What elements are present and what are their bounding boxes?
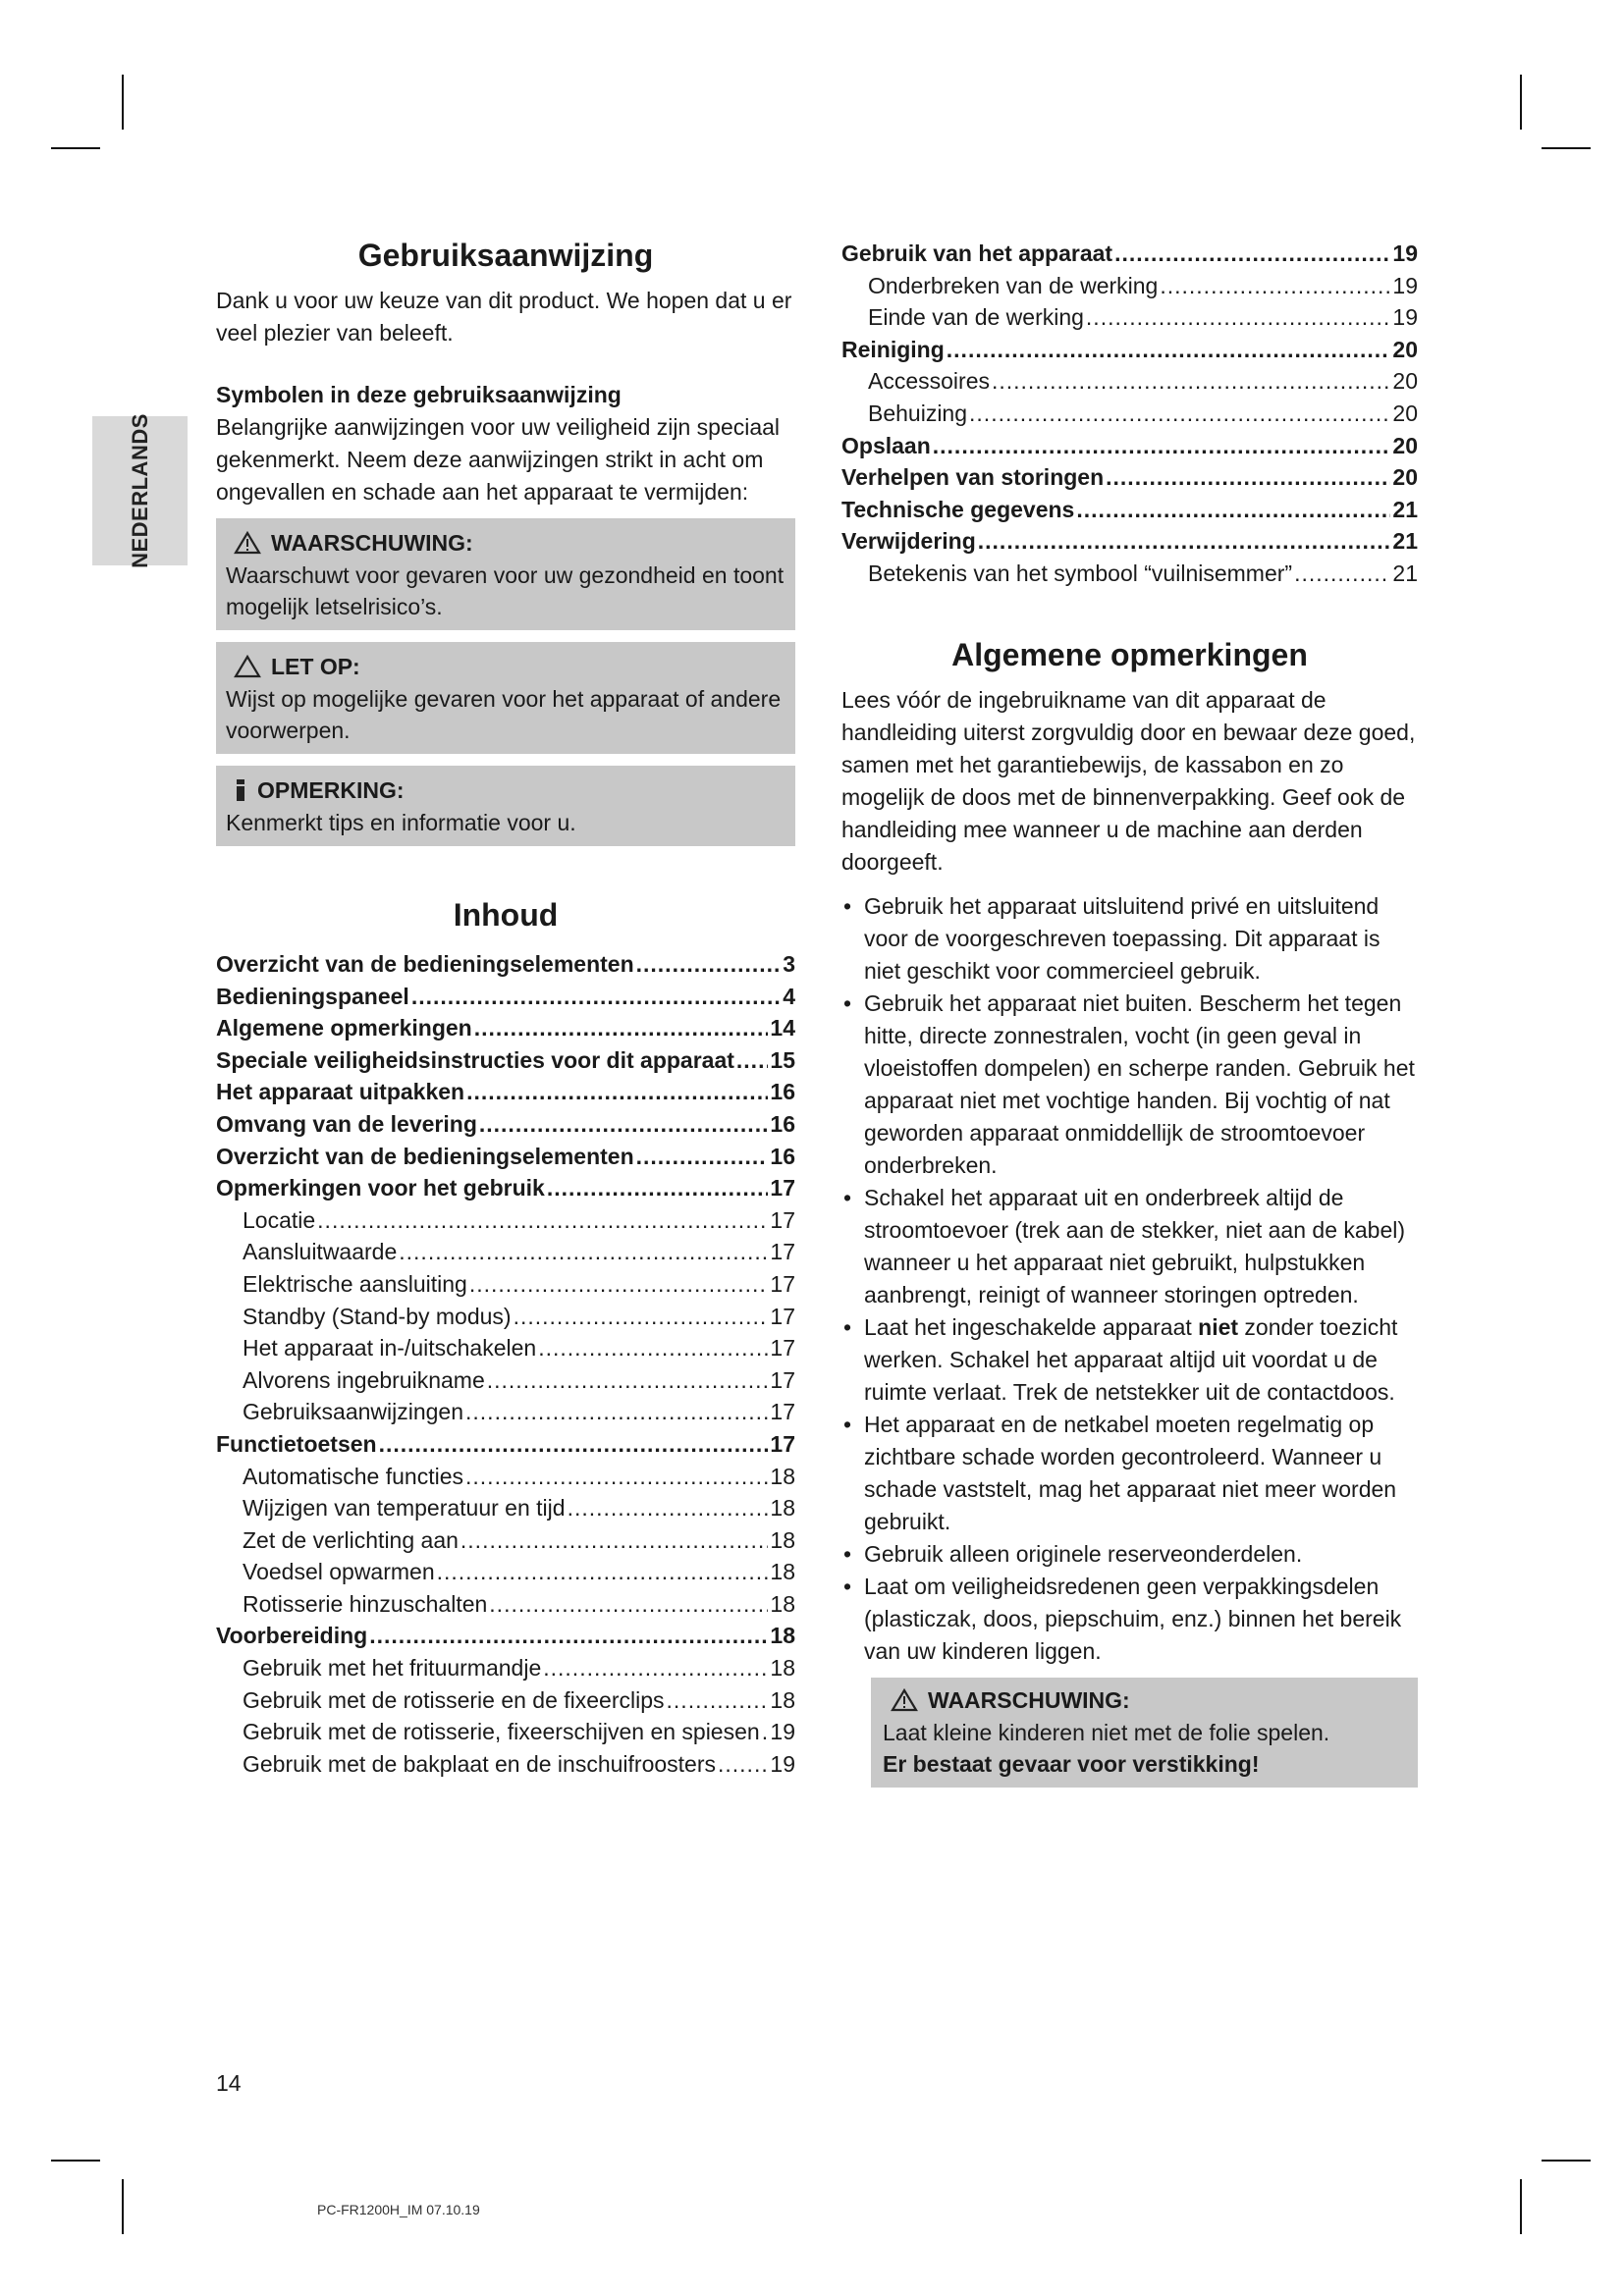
toc-entry-page: 20 [1392,368,1418,395]
toc-entry [841,398,1418,430]
page-number: 14 [216,2070,242,2096]
toc-entry [841,365,1418,398]
toc-entry-label: Onderbreken van de werking [868,272,1159,298]
toc-leader-dots [369,1620,768,1652]
toc-entry-page: 17 [770,1366,795,1393]
warning-title: WAARSCHUWING: [271,530,473,556]
caution-title: LET OP: [271,654,360,679]
toc-entry-page: 20 [1392,400,1418,426]
toc-entry-label: Het apparaat in-/uitschakelen [243,1335,537,1362]
toc-entry [216,1108,795,1141]
caution-box [216,642,795,754]
toc-entry-page: 19 [1392,272,1418,298]
toc-entry [216,1492,795,1524]
list-item: • Het apparaat en de netkabel moeten regelmatig op zichtbare schade worden gecontroleerd. Wanneer u schade vaststelt, mag het apparaat niet meer worden gebruikt. [843,1411,1397,1534]
toc-leader-dots [1294,558,1390,590]
safety-list [841,890,1418,1668]
warning-text-bold: Er bestaat gevaar voor verstikking! [883,1750,1260,1777]
toc-entry [216,1588,795,1621]
toc-leader-dots [736,1044,769,1077]
language-tab-label: NEDERLANDS [127,413,152,568]
toc-leader-dots [460,1524,769,1557]
toc-leader-dots [487,1364,769,1397]
table-of-contents-continued [841,238,1418,590]
list-item: • Laat het ingeschakelde apparaat niet zonder toezicht werken. Schakel het apparaat altijd uit voordat u de ruimte verlaat. Trek de netstekker uit de contactdoos. [843,1313,1398,1405]
toc-leader-dots [978,525,1391,558]
toc-leader-dots [379,1428,769,1461]
toc-leader-dots [1086,301,1390,334]
toc-entry-label: Automatische functies [243,1463,464,1489]
toc-leader-dots [469,1268,769,1301]
toc-entry-label: Verhelpen van storingen [841,464,1105,491]
toc-entry-label: Einde van de werking [868,304,1084,331]
crop-mark [51,2160,100,2162]
toc-entry [216,948,795,981]
toc-leader-dots [636,1141,769,1173]
toc-entry-label: Gebruik met het frituurmandje [243,1655,542,1682]
left-column [216,226,795,1780]
language-tab [92,413,188,568]
warning-title: WAARSCHUWING: [928,1686,1130,1713]
toc-entry-page: 17 [770,1175,795,1201]
toc-entry-page: 17 [770,1303,795,1329]
info-icon [234,778,247,802]
toc-leader-dots [1114,238,1390,270]
toc-entry-page: 19 [770,1750,795,1777]
crop-mark [51,147,100,149]
toc-entry-page: 20 [1392,464,1418,491]
toc-entry [841,430,1418,462]
toc-entry-page: 17 [770,1270,795,1297]
toc-entry-page: 17 [770,1335,795,1362]
symbols-heading: Symbolen in deze gebruiksaanwijzing [216,382,622,407]
general-notes-title: Algemene opmerkingen [951,636,1308,672]
page-title: Gebruiksaanwijzing [357,238,654,273]
table-of-contents [216,948,795,1780]
toc-entry-page: 3 [783,951,795,977]
toc-entry-label: Opmerkingen voor het gebruik [216,1175,545,1201]
toc-entry-page: 14 [770,1015,795,1041]
toc-leader-dots [489,1588,768,1621]
toc-entry-page: 18 [770,1559,795,1585]
toc-leader-dots [1106,461,1390,494]
toc-entry-label: Accessoires [868,368,990,395]
toc-entry [216,1716,795,1748]
toc-leader-dots [568,1492,769,1524]
warning-box-children [871,1678,1418,1788]
toc-entry [841,461,1418,494]
toc-entry-label: Gebruik met de rotisserie, fixeerschijven en spiesen [243,1719,760,1745]
toc-entry-page: 21 [1392,560,1418,586]
crop-mark [1520,2179,1522,2234]
crop-mark [122,2179,124,2234]
toc-entry-label: Gebruik met de bakplaat en de inschuifroosters [243,1750,716,1777]
toc-entry-page: 18 [770,1655,795,1682]
toc-entry-label: Overzicht van de bedieningselementen [216,951,634,977]
list-item: • Gebruik alleen originele reserveonderdelen. [843,1540,1303,1567]
toc-entry-label: Gebruik van het apparaat [841,240,1113,266]
warning-text: Laat kleine kinderen niet met de folie spelen. [883,1719,1330,1745]
toc-entry [841,525,1418,558]
toc-entry-page: 21 [1392,496,1418,522]
toc-entry-page: 17 [770,1206,795,1233]
note-title: OPMERKING: [257,777,405,803]
toc-entry-page: 19 [770,1719,795,1745]
toc-leader-dots [1160,270,1390,302]
list-item: • Laat om veiligheidsredenen geen verpakkingsdelen (plasticzak, doos, piepschuim, enz.) binnen het bereik van uw kinderen liggen. [843,1573,1402,1664]
toc-entry [841,334,1418,366]
toc-entry-label: Wijzigen van temperatuur en tijd [243,1495,566,1522]
toc-entry [841,558,1418,590]
toc-leader-dots [465,1396,768,1428]
toc-entry [216,1332,795,1364]
toc-entry [216,981,795,1013]
toc-entry [216,1620,795,1652]
toc-entry-label: Reiniging [841,336,945,362]
toc-entry-label: Functietoetsen [216,1430,377,1457]
toc-entry-page: 18 [770,1526,795,1553]
toc-entry-label: Technische gegevens [841,496,1075,522]
toc-leader-dots [437,1556,769,1588]
toc-entry [216,1428,795,1461]
toc-entry [216,1461,795,1493]
toc-leader-dots [411,981,781,1013]
toc-leader-dots [466,1076,768,1108]
toc-entry-page: 16 [770,1110,795,1137]
toc-entry [216,1141,795,1173]
list-item: • Gebruik het apparaat uitsluitend privé en uitsluitend voor de voorgeschreven toepassing. Dit apparaat is niet geschikt voor commercieel gebruik. [843,892,1380,984]
caution-triangle-icon [234,655,261,678]
toc-entry-page: 21 [1392,528,1418,555]
list-item: • Schakel het apparaat uit en onderbreek altijd de stroomtoevoer (trek aan de stekker, niet aan de kabel) wanneer u het apparaat niet gebruikt, hulpstukken aanbrengt, reinigt of wanneer storingen optreden. [843,1184,1406,1308]
right-column [841,238,1418,1788]
list-item: • Gebruik het apparaat niet buiten. Bescherm het tegen hitte, directe zonnestralen, vocht (in geen geval in vloeistoffen dompelen) en scherpe randen. Gebruik het apparaat niet met vochtige handen. Bij vochtig of nat geworden apparaat onmiddellijk de stroomtoevoer onderbreken. [843,989,1415,1178]
toc-leader-dots [969,398,1390,430]
toc-entry-page: 20 [1392,336,1418,362]
toc-entry-label: Rotisserie hinzuschalten [243,1590,488,1617]
toc-entry-page: 17 [770,1430,795,1457]
caution-text: Wijst op mogelijke gevaren voor het apparaat of andere voorwerpen. [226,686,782,743]
toc-entry-page: 4 [783,983,795,1009]
document-code: PC-FR1200H_IM 07.10.19 [317,2202,480,2217]
toc-leader-dots [762,1716,769,1748]
toc-title: Inhoud [453,897,559,933]
toc-leader-dots [399,1236,768,1268]
toc-entry-page: 19 [1392,240,1418,266]
crop-mark [122,75,124,130]
toc-entry [216,1236,795,1268]
toc-entry [216,1364,795,1397]
toc-entry [841,238,1418,270]
toc-entry-label: Betekenis van het symbool “vuilnisemmer” [868,560,1293,586]
toc-entry-label: Algemene opmerkingen [216,1015,472,1041]
toc-entry-label: Alvorens ingebruikname [243,1366,485,1393]
toc-leader-dots [479,1108,769,1141]
toc-entry [841,301,1418,334]
symbols-text: Belangrijke aanwijzingen voor uw veiligheid zijn speciaal gekenmerkt. Neem deze aanwijzingen strikt in acht om ongevallen en schade aan het apparaat te vermijden: [216,414,781,505]
toc-entry-label: Behuizing [868,400,968,426]
note-text: Kenmerkt tips en informatie voor u. [226,810,576,835]
toc-entry-page: 19 [1392,304,1418,331]
toc-leader-dots [514,1301,769,1333]
toc-entry-label: Omvang van de levering [216,1110,477,1137]
toc-leader-dots [538,1332,768,1364]
toc-entry-label: Opslaan [841,432,931,458]
warning-text: Waarschuwt voor gevaren voor uw gezondheid en toont mogelijk letselrisico’s. [226,562,785,619]
toc-entry [216,1652,795,1684]
toc-entry [216,1012,795,1044]
toc-entry-label: Locatie [243,1206,316,1233]
toc-leader-dots [465,1461,768,1493]
toc-entry-label: Gebruik met de rotisserie en de fixeerclips [243,1686,665,1713]
warning-box [216,518,795,630]
crop-mark [1520,75,1522,130]
toc-entry [216,1684,795,1717]
toc-entry-label: Zet de verlichting aan [243,1526,459,1553]
toc-entry [216,1044,795,1077]
intro-text: Dank u voor uw keuze van dit product. We hopen dat u er veel plezier van beleeft. [216,288,792,346]
toc-entry-page: 18 [770,1686,795,1713]
toc-entry-label: Voorbereiding [216,1623,368,1649]
note-box [216,766,795,846]
toc-entry [216,1748,795,1781]
toc-entry [841,494,1418,526]
toc-entry-label: Overzicht van de bedieningselementen [216,1143,634,1169]
toc-entry-label: Gebruiksaanwijzingen [243,1399,464,1425]
toc-entry [216,1172,795,1204]
toc-entry-label: Voedsel opwarmen [243,1559,435,1585]
toc-entry-label: Bedieningspaneel [216,983,409,1009]
toc-entry-label: Elektrische aansluiting [243,1270,467,1297]
toc-entry-label: Speciale veiligheidsinstructies voor dit apparaat [216,1046,734,1073]
toc-entry-page: 16 [770,1143,795,1169]
toc-entry-label: Het apparaat uitpakken [216,1079,465,1105]
toc-leader-dots [667,1684,769,1717]
toc-entry [216,1204,795,1237]
toc-leader-dots [636,948,782,981]
toc-leader-dots [474,1012,769,1044]
toc-entry-page: 17 [770,1239,795,1265]
toc-entry-label: Standby (Stand-by modus) [243,1303,512,1329]
toc-leader-dots [992,365,1390,398]
toc-entry-page: 15 [770,1046,795,1073]
crop-mark [1542,147,1591,149]
toc-leader-dots [547,1172,769,1204]
toc-leader-dots [718,1748,768,1781]
toc-entry-page: 17 [770,1399,795,1425]
toc-entry-page: 18 [770,1495,795,1522]
toc-leader-dots [317,1204,768,1237]
toc-entry [216,1268,795,1301]
toc-entry [216,1301,795,1333]
toc-entry [216,1524,795,1557]
warning-triangle-icon [234,531,261,555]
toc-entry-page: 20 [1392,432,1418,458]
crop-mark [1542,2160,1591,2162]
toc-entry [216,1076,795,1108]
toc-entry-page: 18 [770,1590,795,1617]
toc-entry [841,270,1418,302]
toc-entry-page: 16 [770,1079,795,1105]
toc-entry-page: 18 [770,1623,795,1649]
toc-entry-label: Verwijdering [841,528,976,555]
toc-leader-dots [947,334,1391,366]
toc-leader-dots [1076,494,1390,526]
toc-entry-label: Aansluitwaarde [243,1239,398,1265]
general-notes-text: Lees vóór de ingebruikname van dit apparaat de handleiding uiterst zorgvuldig door en bewaar deze goed, samen met het garantiebewijs, de kassabon en zo mogelijk de doos met de binnenverpakking. Geef ook de handleiding mee wanneer u de machine aan derden doorgeeft. [841,686,1416,875]
warning-triangle-icon [891,1688,918,1712]
toc-entry [216,1396,795,1428]
toc-entry [216,1556,795,1588]
toc-leader-dots [933,430,1391,462]
toc-leader-dots [543,1652,768,1684]
toc-entry-page: 18 [770,1463,795,1489]
